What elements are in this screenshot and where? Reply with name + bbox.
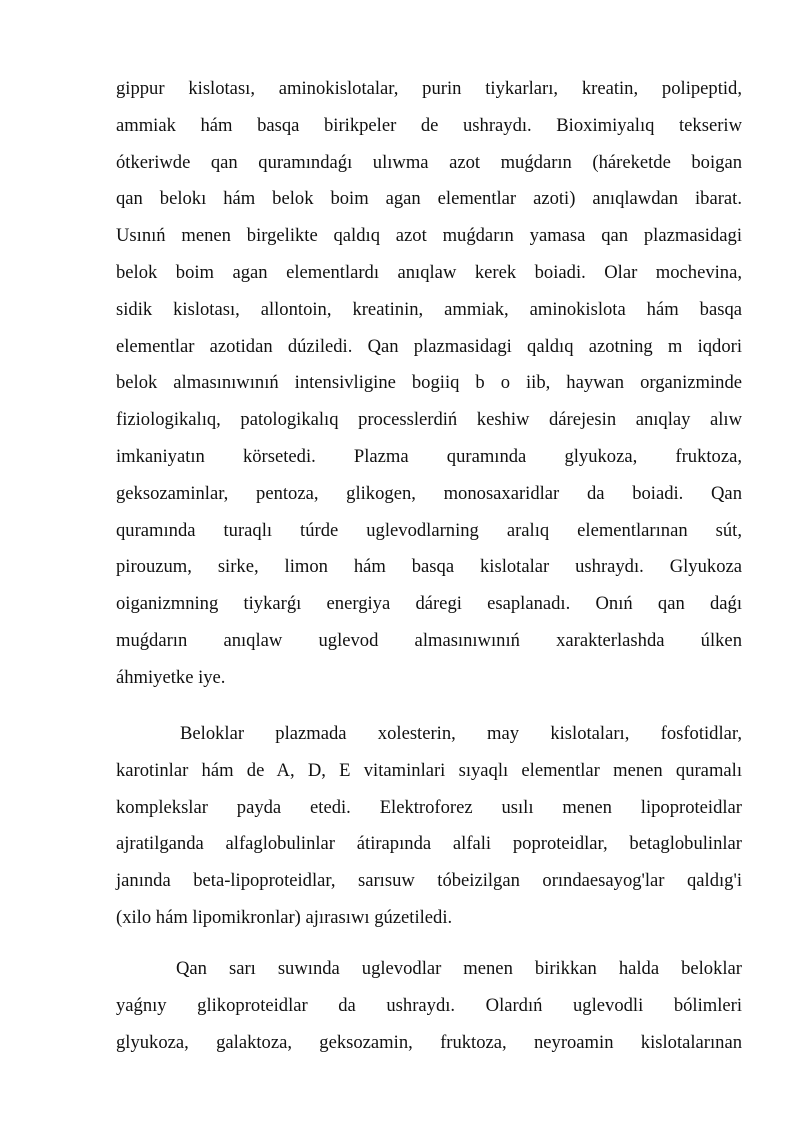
- text-line: imkaniyatın körsetedi. Plazma quramında glyukoza, fruktoza,: [116, 445, 742, 467]
- paragraph-3: [116, 951, 742, 1061]
- paragraph-1: [116, 71, 742, 697]
- text-line: ajratilganda alfaglobulinlar átirapında alfali poproteidlar, betaglobulinlar: [116, 833, 742, 855]
- text-line: karotinlar hám de A, D, E vitaminlari sıyaqlı elementlar menen quramalı: [116, 759, 742, 781]
- text-line: áhmiyetke iye.: [116, 666, 226, 688]
- text-line: yaǵnıy glikoproteidlar da ushraydı. Olardıń uglevodli bólimleri: [116, 994, 742, 1016]
- text-line: (xilo hám lipomikronlar) ajırasıwı gúzetiledi.: [116, 906, 453, 928]
- text-line: quramında turaqlı túrde uglevodlarning aralıq elementlarınan sút,: [116, 519, 742, 541]
- text-line: sidik kislotası, allontoin, kreatinin, ammiak, aminokislota hám basqa: [116, 298, 742, 320]
- paragraph-2: [116, 716, 742, 937]
- text-line: Usınıń menen birgelikte qaldıq azot muǵdarın yamasa qan plazmasidagi: [116, 225, 742, 247]
- text-line: geksozaminlar, pentoza, glikogen, monosaxaridlar da boiadi. Qan: [116, 482, 742, 504]
- text-line: Beloklar plazmada xolesterin, may kislotaları, fosfotidlar,: [180, 723, 742, 744]
- text-line: belok almasınıwınıń intensivligine bogiiq b o iib, haywan organizminde: [116, 372, 742, 394]
- text-line: elementlar azotidan dúziledi. Qan plazmasidagi qaldıq azotning m iqdori: [116, 335, 742, 357]
- text-line: pirouzum, sirke, limon hám basqa kislotalar ushraydı. Glyukoza: [116, 556, 742, 578]
- text-line: gippur kislotası, aminokislotalar, purin tiykarları, kreatin, polipeptid,: [116, 78, 742, 99]
- text-line: qan belokı hám belok boim agan elementlar azoti) anıqlawdan ibarat.: [116, 188, 742, 210]
- text-line: belok boim agan elementlardı anıqlaw kerek boiadi. Olar mochevina,: [116, 261, 742, 283]
- text-line: Qan sarı suwında uglevodlar menen birikkan halda beloklar: [176, 958, 742, 979]
- text-line: komplekslar payda etedi. Elektroforez usılı menen lipoproteidlar: [116, 796, 742, 818]
- text-line: ammiak hám basqa birikpeler de ushraydı. Bioximiyalıq tekseriw: [116, 114, 742, 136]
- text-line: janında beta-lipoproteidlar, sarısuw tóbeizilgan orındaesayog'lar qaldıg'i: [116, 870, 742, 892]
- text-line: ótkeriwde qan quramındaǵı ulıwma azot muǵdarın (háreketde boigan: [116, 151, 742, 173]
- text-line: glyukoza, galaktoza, geksozamin, fruktoza, neyroamin kislotalarınan: [116, 1031, 742, 1053]
- text-line: fiziologikalıq, patologikalıq processlerdiń keshiw dárejesin anıqlay alıw: [116, 409, 742, 431]
- text-line: oiganizmning tiykarǵı energiya dáregi esaplanadı. Onıń qan daǵı: [116, 593, 742, 615]
- text-line: muǵdarın anıqlaw uglevod almasınıwınıń xarakterlashda úlken: [116, 629, 742, 651]
